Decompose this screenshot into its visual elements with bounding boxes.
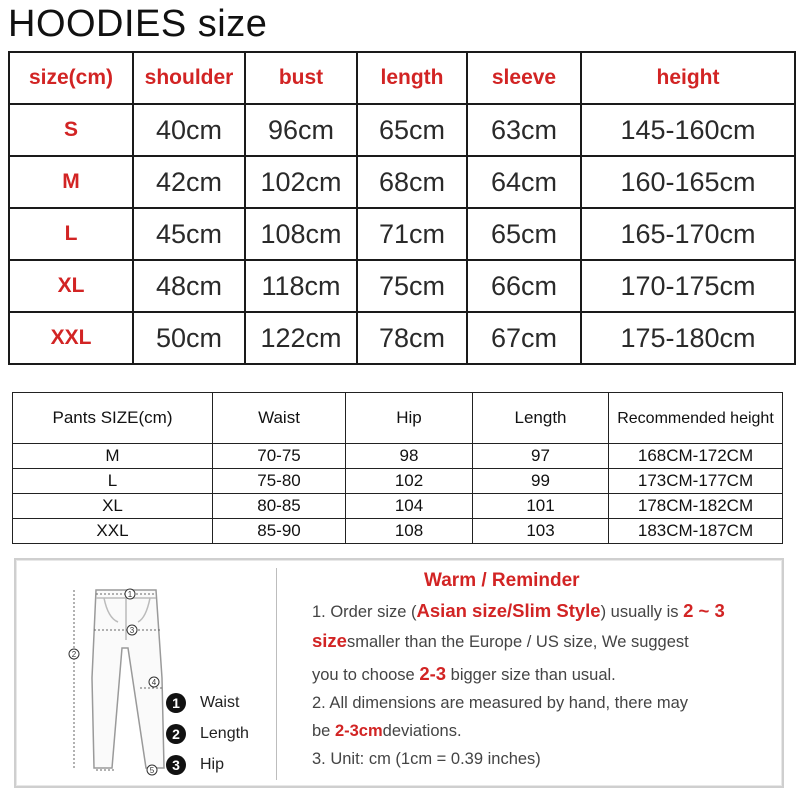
pants-header-row bbox=[13, 393, 783, 444]
reminder-title: Warm / Reminder bbox=[424, 570, 580, 591]
highlight-text: 2 ~ 3 bbox=[683, 600, 725, 621]
table-cell: 145-160cm bbox=[581, 104, 795, 156]
text-segment: you to choose bbox=[312, 666, 420, 684]
table-cell: 98 bbox=[346, 444, 473, 469]
legend-label: Hip bbox=[200, 756, 225, 773]
hoodie-header-cell: bust bbox=[245, 52, 357, 104]
table-cell: 97 bbox=[473, 444, 609, 469]
legend-length bbox=[166, 724, 249, 744]
table-row bbox=[13, 519, 783, 544]
table-cell: 103 bbox=[473, 519, 609, 544]
pants-header-cell: Waist bbox=[213, 393, 346, 444]
highlight-text: 2-3 bbox=[419, 663, 447, 684]
table-cell: 160-165cm bbox=[581, 156, 795, 208]
reminder-panel bbox=[14, 558, 784, 788]
legend-label: Length bbox=[200, 725, 249, 742]
table-cell: 96cm bbox=[245, 104, 357, 156]
size-cell: S bbox=[9, 104, 133, 156]
hoodie-header-cell: height bbox=[581, 52, 795, 104]
table-cell: M bbox=[13, 444, 213, 469]
table-cell: 102 bbox=[346, 469, 473, 494]
pants-header-cell: Length bbox=[473, 393, 609, 444]
reminder-line-4: 2. All dimensions are measured by hand, there may bbox=[312, 694, 689, 712]
table-row bbox=[13, 469, 783, 494]
table-cell: 173CM-177CM bbox=[609, 469, 783, 494]
size-cell: XL bbox=[9, 260, 133, 312]
table-cell: 71cm bbox=[357, 208, 467, 260]
pants-header-cell: Hip bbox=[346, 393, 473, 444]
table-row bbox=[9, 260, 795, 312]
table-cell: 68cm bbox=[357, 156, 467, 208]
table-row bbox=[9, 208, 795, 260]
table-cell: 45cm bbox=[133, 208, 245, 260]
table-cell: 102cm bbox=[245, 156, 357, 208]
table-cell: 64cm bbox=[467, 156, 581, 208]
table-cell: 65cm bbox=[467, 208, 581, 260]
table-row bbox=[9, 104, 795, 156]
table-cell: 183CM-187CM bbox=[609, 519, 783, 544]
number-2-icon: 2 bbox=[166, 724, 186, 744]
table-cell: 65cm bbox=[357, 104, 467, 156]
table-row bbox=[13, 494, 783, 519]
text-segment: bigger size than usual. bbox=[446, 666, 616, 684]
marker-5: 5 bbox=[149, 766, 155, 775]
legend-hip bbox=[166, 755, 224, 775]
table-cell: 99 bbox=[473, 469, 609, 494]
hoodie-header-row bbox=[9, 52, 795, 104]
table-cell: 108cm bbox=[245, 208, 357, 260]
marker-2: 2 bbox=[71, 650, 77, 659]
table-cell: 85-90 bbox=[213, 519, 346, 544]
pants-header-cell: Pants SIZE(cm) bbox=[13, 393, 213, 444]
table-cell: L bbox=[13, 469, 213, 494]
table-cell: 168CM-172CM bbox=[609, 444, 783, 469]
reminder-line-5 bbox=[312, 722, 462, 741]
table-cell: 118cm bbox=[245, 260, 357, 312]
page-title: HOODIES size bbox=[8, 3, 268, 45]
highlight-text: size bbox=[312, 630, 347, 651]
text-segment: smaller than the Europe / US size, We suggest bbox=[346, 633, 689, 651]
size-cell: L bbox=[9, 208, 133, 260]
table-cell: 40cm bbox=[133, 104, 245, 156]
table-cell: 175-180cm bbox=[581, 312, 795, 364]
size-cell: M bbox=[9, 156, 133, 208]
table-cell: 101 bbox=[473, 494, 609, 519]
text-segment: 1. Order size ( bbox=[312, 603, 417, 621]
table-cell: 104 bbox=[346, 494, 473, 519]
table-cell: 122cm bbox=[245, 312, 357, 364]
table-cell: 50cm bbox=[133, 312, 245, 364]
highlight-text: Asian size/Slim Style bbox=[416, 600, 601, 621]
text-segment: ) usually is bbox=[600, 603, 684, 621]
marker-3: 3 bbox=[129, 626, 135, 635]
pants-size-table bbox=[12, 392, 783, 544]
table-cell: XXL bbox=[13, 519, 213, 544]
reminder-line-3 bbox=[312, 663, 616, 685]
reminder-line-1 bbox=[312, 600, 725, 622]
table-cell: 178CM-182CM bbox=[609, 494, 783, 519]
pants-header-cell: Recommended height bbox=[609, 393, 783, 444]
table-row bbox=[9, 156, 795, 208]
legend-waist bbox=[166, 693, 239, 713]
table-cell: 75-80 bbox=[213, 469, 346, 494]
table-cell: 80-85 bbox=[213, 494, 346, 519]
table-cell: 63cm bbox=[467, 104, 581, 156]
table-cell: 66cm bbox=[467, 260, 581, 312]
marker-1: 1 bbox=[127, 590, 133, 599]
pants-diagram-icon bbox=[34, 578, 184, 778]
hoodie-header-cell: sleeve bbox=[467, 52, 581, 104]
number-1-icon: 1 bbox=[166, 693, 186, 713]
table-row bbox=[9, 312, 795, 364]
table-cell: 70-75 bbox=[213, 444, 346, 469]
text-segment: deviations. bbox=[382, 722, 462, 740]
number-3-icon: 3 bbox=[166, 755, 186, 775]
table-row bbox=[13, 444, 783, 469]
hoodie-header-cell: length bbox=[357, 52, 467, 104]
table-cell: 170-175cm bbox=[581, 260, 795, 312]
table-cell: 67cm bbox=[467, 312, 581, 364]
highlight-text: 2-3cm bbox=[334, 722, 383, 740]
reminder-line-2 bbox=[312, 630, 689, 652]
hoodie-header-cell: size(cm) bbox=[9, 52, 133, 104]
hoodie-size-table bbox=[8, 51, 796, 365]
table-cell: 48cm bbox=[133, 260, 245, 312]
table-cell: 165-170cm bbox=[581, 208, 795, 260]
table-cell: 78cm bbox=[357, 312, 467, 364]
reminder-line-6: 3. Unit: cm (1cm = 0.39 inches) bbox=[312, 750, 541, 768]
table-cell: 75cm bbox=[357, 260, 467, 312]
table-cell: 108 bbox=[346, 519, 473, 544]
size-cell: XXL bbox=[9, 312, 133, 364]
table-cell: 42cm bbox=[133, 156, 245, 208]
table-cell: XL bbox=[13, 494, 213, 519]
legend-label: Waist bbox=[200, 694, 240, 711]
hoodie-header-cell: shoulder bbox=[133, 52, 245, 104]
text-segment: be bbox=[312, 722, 335, 740]
panel-divider bbox=[276, 568, 277, 780]
marker-4: 4 bbox=[151, 678, 157, 687]
